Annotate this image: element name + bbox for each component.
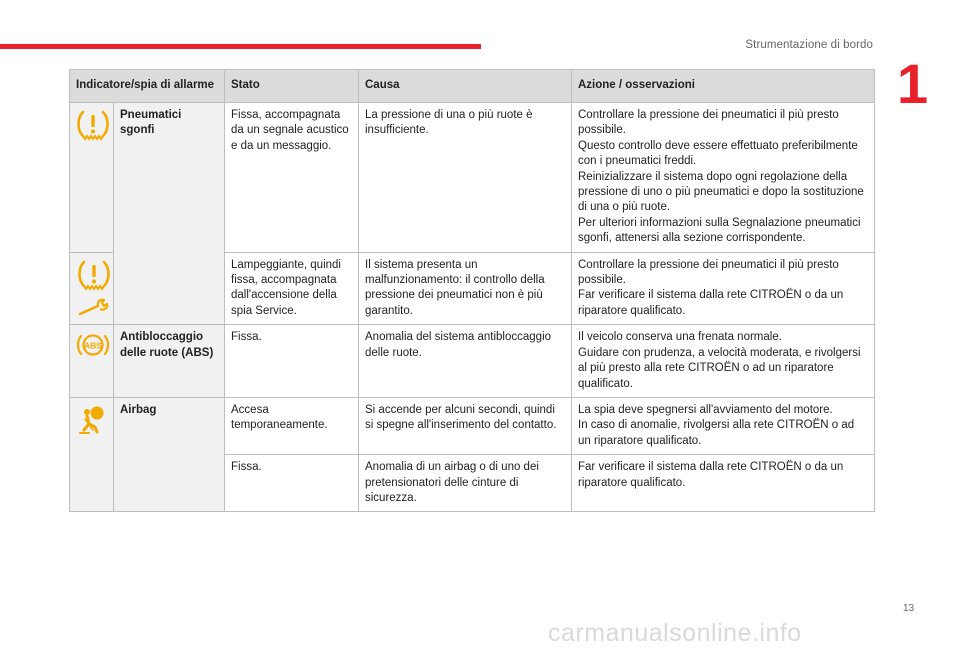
table-row — [70, 103, 875, 253]
causa-cell: La pressione di una o più ruote è insufficiente. — [359, 103, 572, 253]
column-header-causa: Causa — [359, 70, 572, 103]
airbag-warning-icon — [76, 403, 110, 437]
svg-text:ABS: ABS — [84, 340, 102, 351]
table-header-row — [70, 70, 875, 103]
azione-cell — [572, 252, 875, 325]
azione-cell — [572, 103, 875, 253]
stato-cell: Accesa temporaneamente. — [225, 397, 359, 454]
stato-cell: Fissa. — [225, 455, 359, 512]
column-header-indicator: Indicatore/spia di allarme — [70, 70, 225, 103]
indicator-name-abs: Antibloccaggio delle ruote (ABS) — [114, 325, 225, 398]
azione-line: Far verificare il sistema dalla rete CITROËN o da un riparatore qualificato. — [578, 461, 844, 489]
stato-cell: Fissa. — [225, 325, 359, 398]
azione-line: Reinizializzare il sistema dopo ogni regolazione della pressione di uno o più pneumatici e dopo la sostituzione di una o più ruote. — [578, 170, 864, 214]
column-header-stato: Stato — [225, 70, 359, 103]
azione-cell — [572, 397, 875, 454]
azione-cell — [572, 325, 875, 398]
indicator-name-pneumatici: Pneumatici sgonfi — [114, 103, 225, 325]
page-number: 13 — [903, 603, 915, 614]
azione-line: Guidare con prudenza, a velocità moderata, e rivolgersi al più presto alla rete CITROËN o ad un riparatore qualificato. — [578, 346, 861, 390]
azione-line: Il veicolo conserva una frenata normale. — [578, 331, 782, 344]
warning-lamps-table — [69, 69, 875, 512]
causa-cell: Anomalia di un airbag o di uno dei pretensionatori delle cinture di sicurezza. — [359, 455, 572, 512]
running-header-title: Strumentazione di bordo — [745, 39, 873, 51]
stato-cell: Fissa, accompagnata da un segnale acustico e da un messaggio. — [225, 103, 359, 253]
column-header-azione: Azione / osservazioni — [572, 70, 875, 103]
azione-line: Questo controllo deve essere effettuato preferibilmente con i pneumatici freddi. — [578, 139, 858, 168]
causa-cell: Il sistema presenta un malfunzionamento: il controllo della pressione dei pneumatici non è più garantito. — [359, 252, 572, 325]
abs-warning-icon — [76, 330, 110, 360]
tire-pressure-warning-icon — [76, 108, 110, 142]
stato-cell: Lampeggiante, quindi fissa, accompagnata dall'accensione della spia Service. — [225, 252, 359, 325]
azione-line: Far verificare il sistema dalla rete CITROËN o da un riparatore qualificato. — [578, 289, 844, 317]
icon-cell — [70, 252, 114, 325]
azione-line: La spia deve spegnersi all'avviamento del motore. — [578, 403, 833, 416]
table-row — [70, 325, 875, 398]
azione-line: Per ulteriori informazioni sulla Segnalazione pneumatici sgonfi, attenersi alla sezione corrispondente. — [578, 216, 861, 245]
tire-pressure-service-icon — [76, 258, 112, 318]
table-row — [70, 397, 875, 454]
causa-cell: Anomalia del sistema antibloccaggio delle ruote. — [359, 325, 572, 398]
indicator-name-airbag: Airbag — [114, 397, 225, 511]
causa-cell: Si accende per alcuni secondi, quindi si spegne all'inserimento del contatto. — [359, 397, 572, 454]
chapter-number: 1 — [897, 52, 929, 115]
azione-line: In caso di anomalie, rivolgersi alla rete CITROËN o ad un riparatore qualificato. — [578, 419, 855, 447]
azione-line: Controllare la pressione dei pneumatici il più presto possibile. — [578, 109, 839, 137]
watermark-text: carmanualsonline.info — [548, 619, 802, 647]
azione-cell — [572, 455, 875, 512]
chapter-accent-bar — [0, 44, 481, 49]
icon-cell — [70, 103, 114, 253]
icon-cell — [70, 397, 114, 511]
azione-line: Controllare la pressione dei pneumatici il più presto possibile. — [578, 258, 839, 287]
icon-cell — [70, 325, 114, 398]
